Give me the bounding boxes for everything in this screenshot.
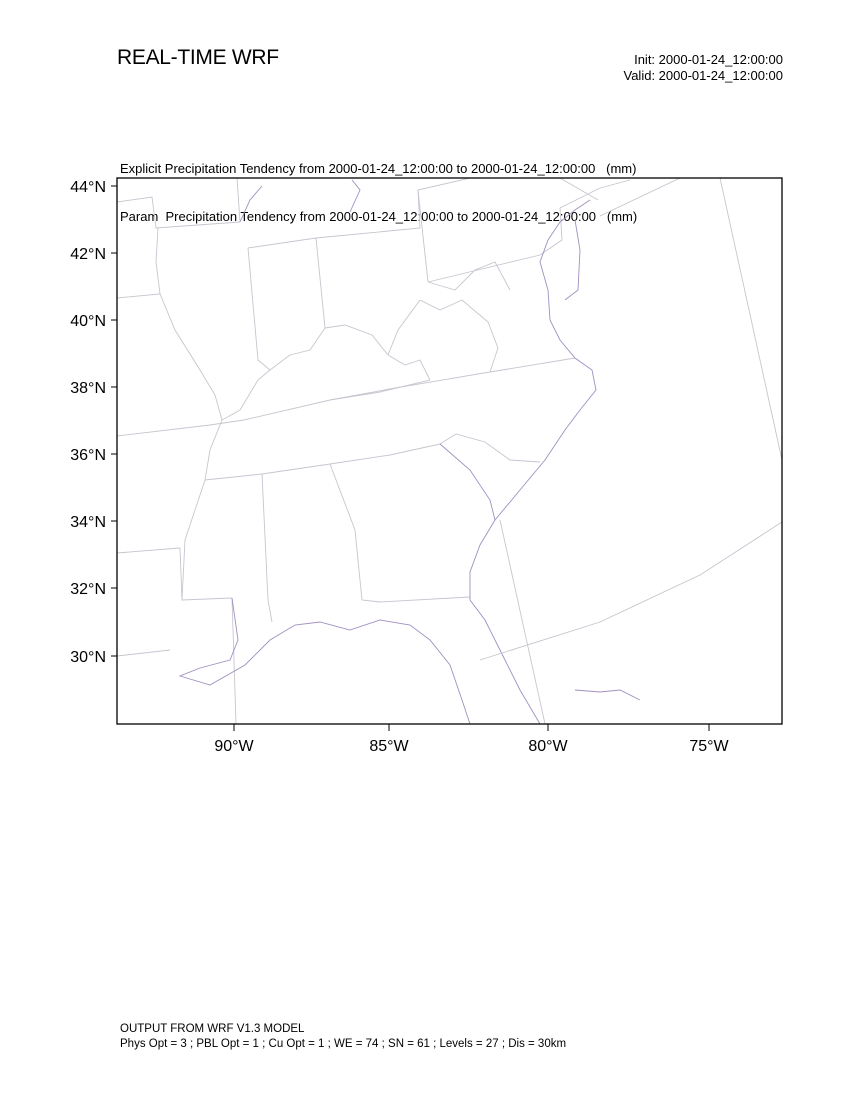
lat-label-34n: 34°N [70,514,106,531]
lat-label-42n: 42°N [70,246,106,263]
explicit-precip-label: Explicit Precipitation Tendency from 2000-01-24_12:00:00 to 2000-01-24_12:00:00 (mm) [120,161,637,176]
init-time: Init: 2000-01-24_12:00:00 [634,52,783,67]
map-frame [117,178,782,724]
model-version: OUTPUT FROM WRF V1.3 MODEL [120,1023,305,1035]
plot-title: REAL-TIME WRF [117,46,279,69]
valid-time: Valid: 2000-01-24_12:00:00 [623,68,783,83]
lat-label-30n: 30°N [70,649,106,666]
longitude-axis [214,724,729,755]
model-info [120,1022,566,1052]
state-boundaries [117,178,680,724]
map-features [117,178,782,724]
lat-label-40n: 40°N [70,313,106,330]
lat-label-38n: 38°N [70,380,106,397]
lat-label-32n: 32°N [70,581,106,598]
lat-label-44n: 44°N [70,179,106,196]
param-precip-label: Param Precipitation Tendency from 2000-01-24_12:00:00 to 2000-01-24_12:00:00 (mm) [120,209,638,224]
lon-label-80w: 80°W [528,738,568,755]
model-options: Phys Opt = 3 ; PBL Opt = 1 ; Cu Opt = 1 ; WE = 74 ; SN = 61 ; Levels = 27 ; Dis = 30km [120,1038,567,1050]
lon-label-90w: 90°W [214,738,254,755]
lat-label-36n: 36°N [70,447,106,464]
latitude-axis [70,179,117,666]
river-boundaries [160,294,430,600]
grid-lines [480,178,782,660]
lon-label-85w: 85°W [369,738,409,755]
lon-label-75w: 75°W [689,738,729,755]
